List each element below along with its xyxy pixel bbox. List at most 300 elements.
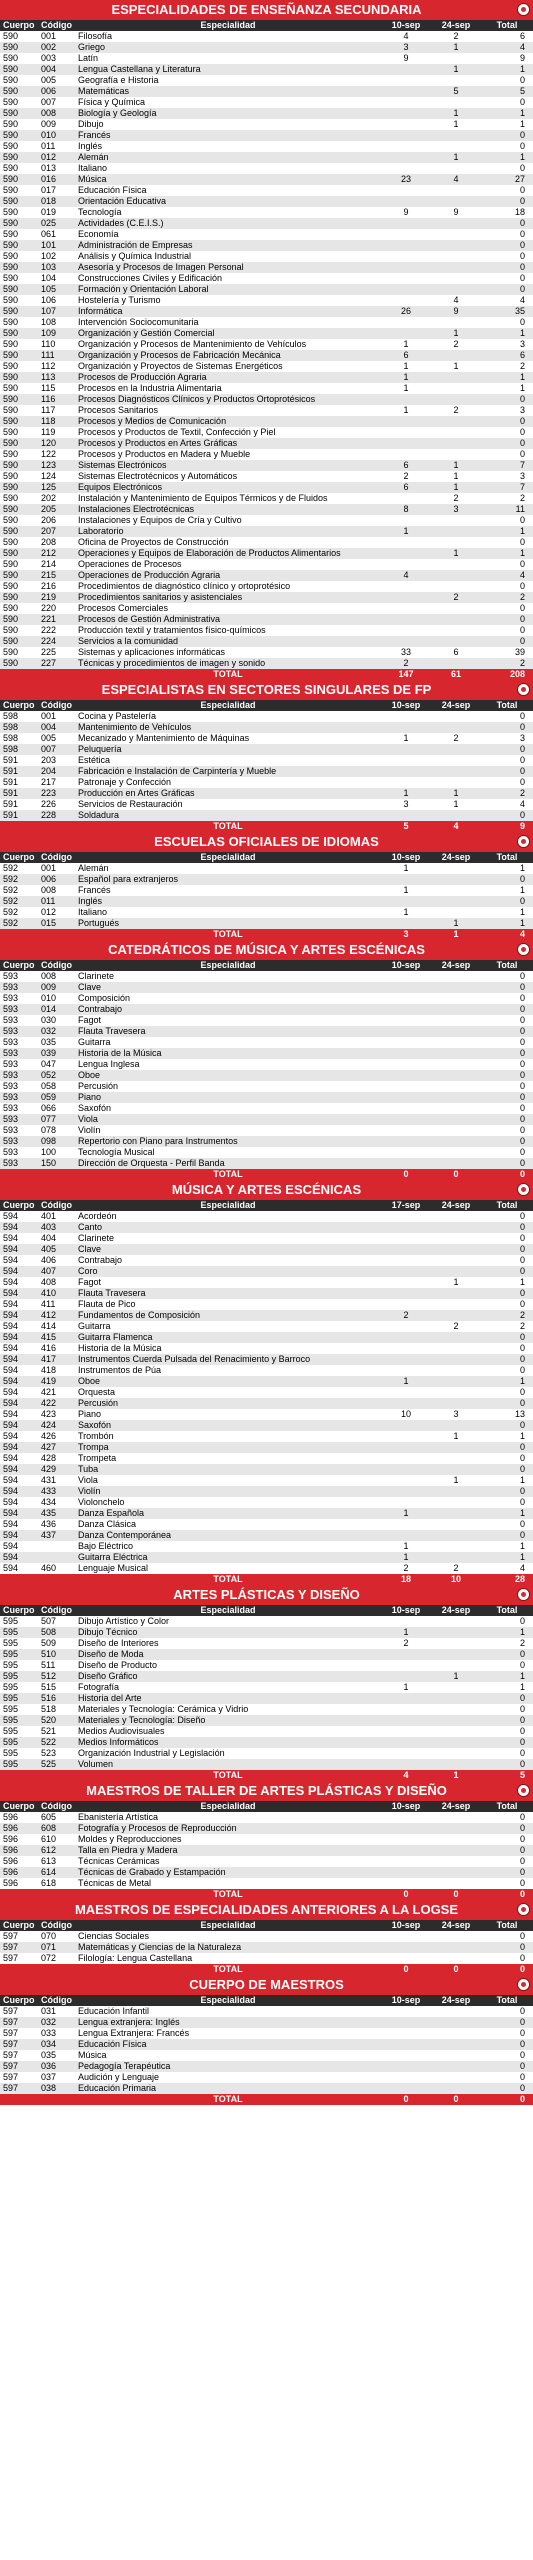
date1-cell bbox=[381, 636, 431, 647]
especialidad-cell: Bajo Eléctrico bbox=[75, 1541, 381, 1552]
codigo-cell: 403 bbox=[38, 1222, 75, 1233]
date1-cell bbox=[381, 427, 431, 438]
table-row bbox=[0, 636, 533, 647]
especialidad-cell: Español para extranjeros bbox=[75, 874, 381, 885]
date2-cell bbox=[431, 449, 481, 460]
especialidad-cell: Tuba bbox=[75, 1464, 381, 1475]
total-date1: 4 bbox=[381, 1770, 431, 1781]
total-cell: 0 bbox=[481, 1092, 533, 1103]
especialidad-cell: Informática bbox=[75, 306, 381, 317]
table-row bbox=[0, 603, 533, 614]
especialidad-cell: Música bbox=[75, 2050, 381, 2061]
table-row bbox=[0, 1004, 533, 1015]
cuerpo-cell: 595 bbox=[0, 1638, 38, 1649]
table-row bbox=[0, 350, 533, 361]
codigo-cell: 523 bbox=[38, 1748, 75, 1759]
especialidad-cell: Trompa bbox=[75, 1442, 381, 1453]
date2-cell bbox=[431, 1931, 481, 1942]
codigo-cell bbox=[38, 1541, 75, 1552]
cuerpo-cell: 590 bbox=[0, 636, 38, 647]
date1-cell bbox=[381, 1878, 431, 1889]
total-cell: 0 bbox=[481, 2028, 533, 2039]
table-row bbox=[0, 1748, 533, 1759]
table-row bbox=[0, 1834, 533, 1845]
total-cell: 0 bbox=[481, 755, 533, 766]
total-cell: 2 bbox=[481, 1310, 533, 1321]
especialidad-cell: Trombón bbox=[75, 1431, 381, 1442]
table-row bbox=[0, 1321, 533, 1332]
table-row bbox=[0, 108, 533, 119]
total-cell: 1 bbox=[481, 1431, 533, 1442]
codigo-cell: 608 bbox=[38, 1823, 75, 1834]
total-cell: 1 bbox=[481, 1475, 533, 1486]
date1-cell bbox=[381, 2061, 431, 2072]
date1-cell bbox=[381, 1059, 431, 1070]
cuerpo-cell: 590 bbox=[0, 273, 38, 284]
codigo-cell: 437 bbox=[38, 1530, 75, 1541]
logo-icon bbox=[517, 1903, 530, 1916]
table-row bbox=[0, 592, 533, 603]
date2-cell bbox=[431, 1037, 481, 1048]
total-cell: 0 bbox=[481, 1081, 533, 1092]
especialidad-cell: Fabricación e Instalación de Carpintería y Mueble bbox=[75, 766, 381, 777]
cuerpo-cell: 590 bbox=[0, 86, 38, 97]
especialidad-cell: Organización y Gestión Comercial bbox=[75, 328, 381, 339]
table-row bbox=[0, 1059, 533, 1070]
especialidad-cell: Fagot bbox=[75, 1277, 381, 1288]
date1-cell bbox=[381, 1867, 431, 1878]
date1-cell: 3 bbox=[381, 42, 431, 53]
date2-cell bbox=[431, 2061, 481, 2072]
table-row bbox=[0, 416, 533, 427]
date2-cell bbox=[431, 1541, 481, 1552]
total-cell: 2 bbox=[481, 493, 533, 504]
codigo-cell: 033 bbox=[38, 2028, 75, 2039]
total-cell: 0 bbox=[481, 1125, 533, 1136]
codigo-cell: 039 bbox=[38, 1048, 75, 1059]
especialidad-cell: Técnicas de Metal bbox=[75, 1878, 381, 1889]
especialidad-cell: Violín bbox=[75, 1486, 381, 1497]
cuerpo-cell: 594 bbox=[0, 1387, 38, 1398]
header-date-2: 24-sep bbox=[431, 960, 481, 971]
section bbox=[0, 1180, 533, 1585]
total-spacer bbox=[38, 1169, 75, 1180]
date2-cell bbox=[431, 636, 481, 647]
codigo-cell: 037 bbox=[38, 2072, 75, 2083]
cuerpo-cell: 590 bbox=[0, 218, 38, 229]
total-cell: 0 bbox=[481, 427, 533, 438]
date1-cell bbox=[381, 1037, 431, 1048]
date2-cell bbox=[431, 1453, 481, 1464]
especialidad-cell: Materiales y Tecnología: Diseño bbox=[75, 1715, 381, 1726]
header-row bbox=[0, 700, 533, 711]
date1-cell bbox=[381, 1856, 431, 1867]
cuerpo-cell: 595 bbox=[0, 1671, 38, 1682]
codigo-cell: 017 bbox=[38, 185, 75, 196]
date1-cell: 6 bbox=[381, 460, 431, 471]
especialidad-cell: Lengua Inglesa bbox=[75, 1059, 381, 1070]
total-cell: 1 bbox=[481, 108, 533, 119]
cuerpo-cell: 590 bbox=[0, 196, 38, 207]
logo-icon bbox=[517, 1183, 530, 1196]
date2-cell bbox=[431, 2050, 481, 2061]
table-row bbox=[0, 1726, 533, 1737]
cuerpo-cell: 592 bbox=[0, 885, 38, 896]
cuerpo-cell: 592 bbox=[0, 907, 38, 918]
codigo-cell: 123 bbox=[38, 460, 75, 471]
date2-cell bbox=[431, 2006, 481, 2017]
especialidad-cell: Intervención Sociocomunitaria bbox=[75, 317, 381, 328]
section bbox=[0, 1975, 533, 2105]
date2-cell bbox=[431, 971, 481, 982]
especialidad-cell: Flauta de Pico bbox=[75, 1299, 381, 1310]
date2-cell bbox=[431, 1737, 481, 1748]
date1-cell bbox=[381, 240, 431, 251]
codigo-cell: 066 bbox=[38, 1103, 75, 1114]
codigo-cell: 004 bbox=[38, 64, 75, 75]
especialidad-cell: Percusión bbox=[75, 1398, 381, 1409]
cuerpo-cell: 596 bbox=[0, 1834, 38, 1845]
date1-cell bbox=[381, 1114, 431, 1125]
date1-cell bbox=[381, 971, 431, 982]
especialidad-cell: Tecnología bbox=[75, 207, 381, 218]
date1-cell: 1 bbox=[381, 383, 431, 394]
table-row bbox=[0, 207, 533, 218]
logo-icon bbox=[517, 943, 530, 956]
cuerpo-cell: 590 bbox=[0, 570, 38, 581]
especialidad-cell: Mantenimiento de Vehículos bbox=[75, 722, 381, 733]
total-cell: 0 bbox=[481, 1332, 533, 1343]
cuerpo-cell: 590 bbox=[0, 647, 38, 658]
codigo-cell: 516 bbox=[38, 1693, 75, 1704]
cuerpo-cell: 593 bbox=[0, 1004, 38, 1015]
table-row bbox=[0, 755, 533, 766]
codigo-cell: 109 bbox=[38, 328, 75, 339]
date2-cell bbox=[431, 1638, 481, 1649]
especialidad-cell: Procesos y Productos en Artes Gráficas bbox=[75, 438, 381, 449]
date1-cell bbox=[381, 1845, 431, 1856]
table-row bbox=[0, 328, 533, 339]
header-row bbox=[0, 852, 533, 863]
codigo-cell: 032 bbox=[38, 1026, 75, 1037]
table-row bbox=[0, 2006, 533, 2017]
table-row bbox=[0, 1343, 533, 1354]
date1-cell bbox=[381, 1715, 431, 1726]
codigo-cell: 077 bbox=[38, 1114, 75, 1125]
table-row bbox=[0, 1953, 533, 1964]
table-row bbox=[0, 788, 533, 799]
table-row bbox=[0, 504, 533, 515]
table-row bbox=[0, 405, 533, 416]
total-sum: 9 bbox=[481, 821, 533, 832]
total-date1: 3 bbox=[381, 929, 431, 940]
date1-cell bbox=[381, 1486, 431, 1497]
table-row bbox=[0, 1048, 533, 1059]
codigo-cell: 203 bbox=[38, 755, 75, 766]
cuerpo-cell: 590 bbox=[0, 438, 38, 449]
codigo-cell: 098 bbox=[38, 1136, 75, 1147]
total-spacer bbox=[38, 1770, 75, 1781]
header-row bbox=[0, 1801, 533, 1812]
total-sum: 5 bbox=[481, 1770, 533, 1781]
total-cell: 0 bbox=[481, 1211, 533, 1222]
especialidad-cell: Procesos Comerciales bbox=[75, 603, 381, 614]
header-row bbox=[0, 1200, 533, 1211]
especialidad-cell: Viola bbox=[75, 1114, 381, 1125]
date2-cell: 1 bbox=[431, 788, 481, 799]
section-title-text: ESCUELAS OFICIALES DE IDIOMAS bbox=[154, 834, 379, 849]
cuerpo-cell: 594 bbox=[0, 1233, 38, 1244]
section-title bbox=[0, 1900, 533, 1920]
especialidad-cell: Medios Audiovisuales bbox=[75, 1726, 381, 1737]
date1-cell bbox=[381, 1266, 431, 1277]
date2-cell bbox=[431, 1211, 481, 1222]
header-codigo: Código bbox=[38, 1995, 75, 2006]
cuerpo-cell: 593 bbox=[0, 1147, 38, 1158]
total-label: TOTAL bbox=[75, 669, 381, 680]
data-table bbox=[0, 1995, 533, 2105]
codigo-cell: 214 bbox=[38, 559, 75, 570]
codigo-cell: 025 bbox=[38, 218, 75, 229]
date1-cell bbox=[381, 1321, 431, 1332]
total-spacer bbox=[0, 929, 38, 940]
header-cuerpo: Cuerpo bbox=[0, 1605, 38, 1616]
total-cell: 1 bbox=[481, 119, 533, 130]
logo-icon bbox=[517, 1784, 530, 1797]
date2-cell bbox=[431, 907, 481, 918]
date1-cell bbox=[381, 1431, 431, 1442]
table-row bbox=[0, 1222, 533, 1233]
cuerpo-cell: 594 bbox=[0, 1365, 38, 1376]
total-spacer bbox=[38, 1574, 75, 1585]
especialidad-cell: Trompeta bbox=[75, 1453, 381, 1464]
header-cuerpo: Cuerpo bbox=[0, 700, 38, 711]
cuerpo-cell: 594 bbox=[0, 1497, 38, 1508]
table-row bbox=[0, 1541, 533, 1552]
table-row bbox=[0, 766, 533, 777]
codigo-cell: 224 bbox=[38, 636, 75, 647]
date2-cell bbox=[431, 1255, 481, 1266]
date1-cell: 1 bbox=[381, 885, 431, 896]
table-row bbox=[0, 185, 533, 196]
cuerpo-cell: 591 bbox=[0, 799, 38, 810]
table-row bbox=[0, 711, 533, 722]
data-table bbox=[0, 960, 533, 1180]
table-row bbox=[0, 493, 533, 504]
cuerpo-cell: 590 bbox=[0, 471, 38, 482]
date2-cell bbox=[431, 1759, 481, 1770]
table-row bbox=[0, 383, 533, 394]
cuerpo-cell: 590 bbox=[0, 658, 38, 669]
especialidad-cell: Violonchelo bbox=[75, 1497, 381, 1508]
total-cell: 0 bbox=[481, 1004, 533, 1015]
date1-cell bbox=[381, 559, 431, 570]
date2-cell bbox=[431, 1508, 481, 1519]
date2-cell bbox=[431, 1867, 481, 1878]
codigo-cell: 032 bbox=[38, 2017, 75, 2028]
cuerpo-cell: 591 bbox=[0, 810, 38, 821]
date1-cell bbox=[381, 1081, 431, 1092]
especialidad-cell: Inglés bbox=[75, 896, 381, 907]
table-row bbox=[0, 449, 533, 460]
cuerpo-cell: 590 bbox=[0, 372, 38, 383]
table-row bbox=[0, 810, 533, 821]
cuerpo-cell: 592 bbox=[0, 918, 38, 929]
total-spacer bbox=[38, 821, 75, 832]
especialidad-cell: Diseño Gráfico bbox=[75, 1671, 381, 1682]
total-cell: 1 bbox=[481, 526, 533, 537]
total-cell: 13 bbox=[481, 1409, 533, 1420]
cuerpo-cell: 594 bbox=[0, 1343, 38, 1354]
cuerpo-cell: 597 bbox=[0, 1931, 38, 1942]
date1-cell bbox=[381, 1475, 431, 1486]
codigo-cell: 102 bbox=[38, 251, 75, 262]
total-date1: 147 bbox=[381, 669, 431, 680]
data-table bbox=[0, 1200, 533, 1585]
date1-cell bbox=[381, 1398, 431, 1409]
date1-cell bbox=[381, 86, 431, 97]
table-row bbox=[0, 581, 533, 592]
data-table bbox=[0, 1801, 533, 1900]
especialidad-cell: Estética bbox=[75, 755, 381, 766]
total-cell: 0 bbox=[481, 1387, 533, 1398]
especialidad-cell: Procesos Sanitarios bbox=[75, 405, 381, 416]
cuerpo-cell: 590 bbox=[0, 515, 38, 526]
especialidad-cell: Lengua Castellana y Literatura bbox=[75, 64, 381, 75]
total-cell: 1 bbox=[481, 1541, 533, 1552]
especialidad-cell: Portugués bbox=[75, 918, 381, 929]
codigo-cell: 107 bbox=[38, 306, 75, 317]
total-cell: 0 bbox=[481, 1442, 533, 1453]
codigo-cell: 512 bbox=[38, 1671, 75, 1682]
especialidad-cell: Instalación y Mantenimiento de Equipos Térmicos y de Fluidos bbox=[75, 493, 381, 504]
date1-cell bbox=[381, 1288, 431, 1299]
date2-cell bbox=[431, 1004, 481, 1015]
total-cell: 0 bbox=[481, 777, 533, 788]
total-cell: 0 bbox=[481, 229, 533, 240]
date2-cell: 1 bbox=[431, 460, 481, 471]
header-date-2: 24-sep bbox=[431, 1920, 481, 1931]
table-row bbox=[0, 1431, 533, 1442]
date2-cell bbox=[431, 1158, 481, 1169]
header-row bbox=[0, 1920, 533, 1931]
especialidad-cell: Oboe bbox=[75, 1070, 381, 1081]
cuerpo-cell: 590 bbox=[0, 262, 38, 273]
date2-cell: 1 bbox=[431, 548, 481, 559]
codigo-cell: 418 bbox=[38, 1365, 75, 1376]
total-cell: 0 bbox=[481, 1867, 533, 1878]
date1-cell bbox=[381, 1299, 431, 1310]
cuerpo-cell: 593 bbox=[0, 1158, 38, 1169]
table-row bbox=[0, 744, 533, 755]
total-cell: 0 bbox=[481, 1486, 533, 1497]
cuerpo-cell: 590 bbox=[0, 119, 38, 130]
date1-cell bbox=[381, 1931, 431, 1942]
date1-cell bbox=[381, 1343, 431, 1354]
header-codigo: Código bbox=[38, 960, 75, 971]
section-title-text: MAESTROS DE ESPECIALIDADES ANTERIORES A LA LOGSE bbox=[74, 1902, 459, 1917]
especialidad-cell: Técnicas y procedimientos de imagen y sonido bbox=[75, 658, 381, 669]
date1-cell bbox=[381, 755, 431, 766]
cuerpo-cell: 594 bbox=[0, 1288, 38, 1299]
date2-cell: 2 bbox=[431, 493, 481, 504]
date2-cell bbox=[431, 1103, 481, 1114]
date1-cell bbox=[381, 777, 431, 788]
especialidad-cell: Soldadura bbox=[75, 810, 381, 821]
codigo-cell: 521 bbox=[38, 1726, 75, 1737]
date1-cell: 3 bbox=[381, 799, 431, 810]
date2-cell bbox=[431, 1552, 481, 1563]
table-row bbox=[0, 2050, 533, 2061]
codigo-cell: 013 bbox=[38, 163, 75, 174]
header-date-1: 10-sep bbox=[381, 1801, 431, 1812]
date2-cell bbox=[431, 777, 481, 788]
cuerpo-cell: 594 bbox=[0, 1464, 38, 1475]
table-row bbox=[0, 251, 533, 262]
date2-cell bbox=[431, 262, 481, 273]
date2-cell bbox=[431, 1136, 481, 1147]
total-cell: 0 bbox=[481, 262, 533, 273]
total-cell: 2 bbox=[481, 592, 533, 603]
especialidad-cell: Guitarra Flamenca bbox=[75, 1332, 381, 1343]
codigo-cell: 610 bbox=[38, 1834, 75, 1845]
especialidad-cell: Procesos y Productos en Madera y Mueble bbox=[75, 449, 381, 460]
especialidad-cell: Operaciones y Equipos de Elaboración de Productos Alimentarios bbox=[75, 548, 381, 559]
section-title-text: CATEDRÁTICOS DE MÚSICA Y ARTES ESCÉNICAS bbox=[108, 942, 425, 957]
date1-cell bbox=[381, 1519, 431, 1530]
total-cell: 0 bbox=[481, 1519, 533, 1530]
total-cell: 11 bbox=[481, 504, 533, 515]
header-especialidad: Especialidad bbox=[75, 852, 381, 863]
codigo-cell: 001 bbox=[38, 863, 75, 874]
date1-cell bbox=[381, 229, 431, 240]
table-row bbox=[0, 1475, 533, 1486]
date1-cell bbox=[381, 108, 431, 119]
total-row bbox=[0, 929, 533, 940]
table-row bbox=[0, 885, 533, 896]
date1-cell bbox=[381, 1222, 431, 1233]
date1-cell: 1 bbox=[381, 1541, 431, 1552]
especialidad-cell: Física y Química bbox=[75, 97, 381, 108]
total-cell: 0 bbox=[481, 2039, 533, 2050]
date2-cell bbox=[431, 1365, 481, 1376]
especialidad-cell: Fundamentos de Composición bbox=[75, 1310, 381, 1321]
date2-cell: 1 bbox=[431, 152, 481, 163]
total-cell: 0 bbox=[481, 1420, 533, 1431]
codigo-cell: 071 bbox=[38, 1942, 75, 1953]
total-cell: 0 bbox=[481, 603, 533, 614]
date2-cell: 2 bbox=[431, 405, 481, 416]
date1-cell bbox=[381, 284, 431, 295]
section-title-text: CUERPO DE MAESTROS bbox=[189, 1977, 344, 1992]
codigo-cell: 226 bbox=[38, 799, 75, 810]
date2-cell bbox=[431, 658, 481, 669]
especialidad-cell: Piano bbox=[75, 1409, 381, 1420]
section bbox=[0, 1585, 533, 1781]
cuerpo-cell: 594 bbox=[0, 1541, 38, 1552]
table-row bbox=[0, 1627, 533, 1638]
cuerpo-cell: 590 bbox=[0, 603, 38, 614]
especialidad-cell: Filosofía bbox=[75, 31, 381, 42]
especialidad-cell: Filología: Lengua Castellana bbox=[75, 1953, 381, 1964]
date2-cell bbox=[431, 350, 481, 361]
table-row bbox=[0, 141, 533, 152]
total-cell: 0 bbox=[481, 874, 533, 885]
codigo-cell: 414 bbox=[38, 1321, 75, 1332]
codigo-cell: 434 bbox=[38, 1497, 75, 1508]
date2-cell bbox=[431, 284, 481, 295]
table-row bbox=[0, 971, 533, 982]
